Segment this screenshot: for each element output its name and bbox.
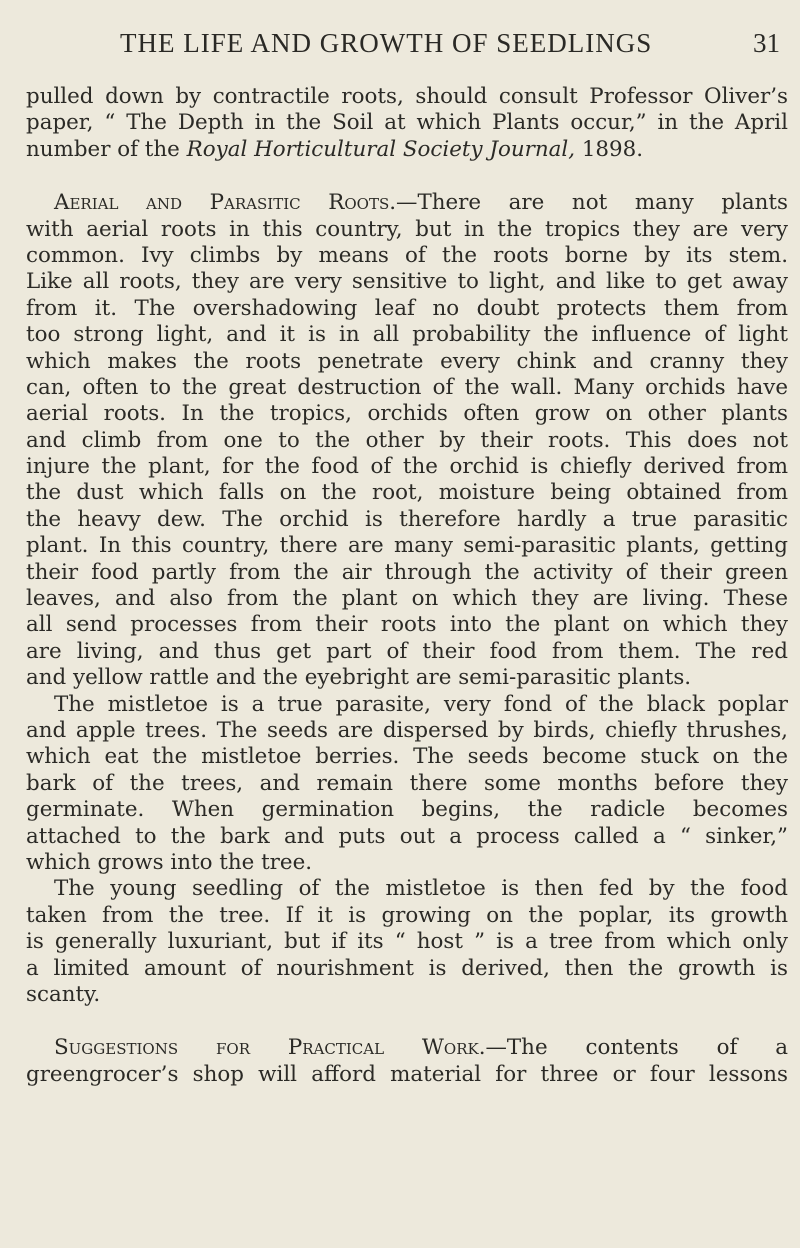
text-line: which eat the mistletoe berries. The seeds become stuck on the [26,744,788,770]
text-line: aerial roots. In the tropics, orchids often grow on other plants [26,401,788,427]
text-span: —The contents of a [485,1035,789,1061]
text-line: scanty. [26,981,101,1007]
text-line: which grows into the tree. [26,849,313,875]
text-line: The young seedling of the mistletoe is then fed by the food [54,876,788,902]
text-line: and yellow rattle and the eyebright are semi-parasitic plants. [26,665,692,691]
text-line: which makes the roots penetrate every chink and cranny they [26,348,788,374]
running-title: THE LIFE AND GROWTH OF SEEDLINGS [120,28,653,58]
text-line: can, often to the great destruction of the wall. Many orchids have [26,374,788,400]
body-text [26,84,788,1088]
text-line: a limited amount of nourishment is derived, then the growth is [26,955,788,981]
text-line: paper, “ The Depth in the Soil at which Plants occur,” in the April [26,110,788,136]
text-line: too strong light, and it is in all probability the influence of light [26,322,788,348]
text-span: —There are not many plants [396,190,788,216]
text-line: and apple trees. The seeds are dispersed by birds, chiefly thrushes, [26,717,788,743]
text-line: the dust which falls on the root, moisture being obtained from [26,480,788,506]
text-line [26,190,788,216]
section-heading: Aerial and Parasitic Roots. [54,190,397,216]
paragraph-gap [26,163,788,190]
journal-title: Royal Horticultural Society Journal, [186,136,576,162]
text-line: common. Ivy climbs by means of the roots borne by its stem. [26,242,788,268]
page-number: 31 [753,28,780,58]
text-line [26,1035,788,1061]
text-line: are living, and thus get part of their food from them. The red [26,638,788,664]
text-line: and climb from one to the other by their roots. This does not [26,427,788,453]
text-line: Like all roots, they are very sensitive to light, and like to get away [26,269,788,295]
text-line: the heavy dew. The orchid is therefore hardly a true parasitic [26,506,788,532]
running-head [0,28,800,68]
text-line: bark of the trees, and remain there some months before they [26,770,788,796]
text-line: is generally luxuriant, but if its “ host ” is a tree from which only [26,929,788,955]
text-line: greengrocer’s shop will afford material for three or four lessons [26,1061,788,1087]
text-span: number of the [26,136,187,162]
text-line: their food partly from the air through the activity of their green [26,559,788,585]
text-line: injure the plant, for the food of the orchid is chiefly derived from [26,454,788,480]
text-line: attached to the bark and puts out a process called a “ sinker,” [26,823,788,849]
text-line: leaves, and also from the plant on which they are living. These [26,586,788,612]
text-line: The mistletoe is a true parasite, very fond of the black poplar [54,691,788,717]
text-line: with aerial roots in this country, but in the tropics they are very [26,216,788,242]
text-line: all send processes from their roots into the plant on which they [26,612,788,638]
text-line: from it. The overshadowing leaf no doubt protects them from [26,295,788,321]
text-line [26,137,788,163]
text-line: plant. In this country, there are many semi-parasitic plants, getting [26,533,788,559]
text-line: pulled down by contractile roots, should consult Professor Oliver’s [26,84,788,109]
text-line: taken from the tree. If it is growing on the poplar, its growth [26,902,788,928]
paragraph-gap [26,1008,788,1035]
text-span: 1898. [575,136,644,162]
text-line: germinate. When germination begins, the radicle becomes [26,797,788,823]
section-heading: Suggestions for Practical Work. [54,1035,486,1061]
